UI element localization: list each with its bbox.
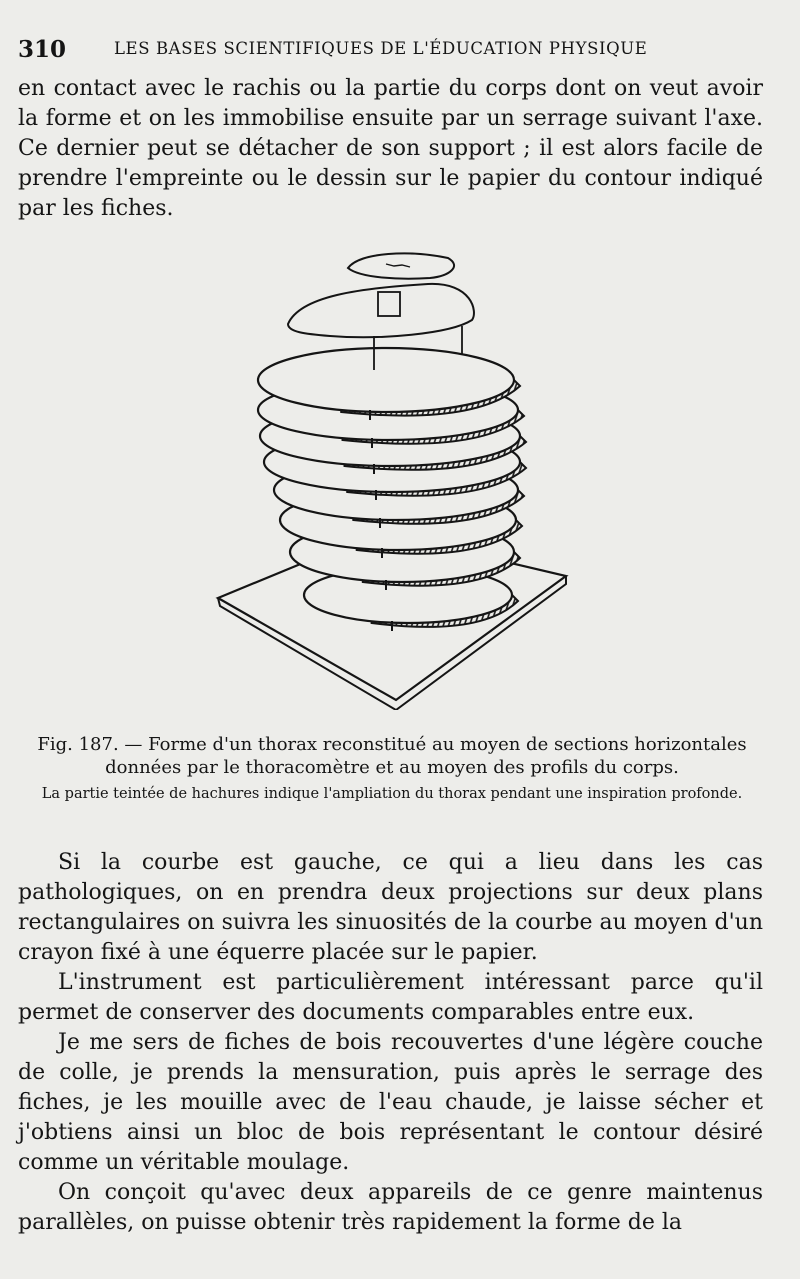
paragraph: L'instrument est particulièrement intéressant parce qu'il permet de conserver des documents comparables entre eux.	[18, 970, 763, 1025]
paragraph: Si la courbe est gauche, ce qui a lieu dans les cas pathologiques, on en prendra deux projections sur deux plans rectangulaires on suivra les sinuosités de la courbe au moyen d'un crayon fixé à une équerre placée sur le papier.	[18, 850, 763, 965]
page-number: 310	[18, 36, 67, 63]
running-title: LES BASES SCIENTIFIQUES DE L'ÉDUCATION PHYSIQUE	[114, 39, 648, 58]
thorax-section-slice	[258, 348, 514, 412]
figure-caption	[28, 733, 756, 803]
paragraph: Je me sers de fiches de bois recouvertes d'une légère couche de colle, je prends la mensuration, puis après le serrage des fiches, je les mouille avec de l'eau chaude, je laisse sécher et j'obtiens ainsi un bloc de bois représentant le contour désiré comme un véritable moulage.	[18, 1030, 763, 1175]
running-header	[18, 36, 758, 64]
paragraph: en contact avec le rachis ou la partie du corps dont on veut avoir la forme et on les immobilise ensuite par un serrage suivant l'axe. Ce dernier peut se détacher de son support ; il est alors facile de prendre l'empreinte ou le dessin sur le papier du contour indiqué par les fiches.	[18, 76, 763, 221]
caption-main: Fig. 187. — Forme d'un thorax reconstitué au moyen de sections horizontales données par le thoracomètre et au moyen des profils du corps.	[37, 734, 747, 778]
top-text	[18, 74, 763, 224]
body-text	[18, 848, 763, 1238]
thorax-sections-illustration	[210, 240, 580, 710]
paragraph: On conçoit qu'avec deux appareils de ce genre maintenus parallèles, on puisse obtenir très rapidement la forme de la	[18, 1180, 763, 1235]
caption-note: La partie teintée de hachures indique l'ampliation du thorax pendant une inspiration profonde.	[41, 786, 743, 802]
